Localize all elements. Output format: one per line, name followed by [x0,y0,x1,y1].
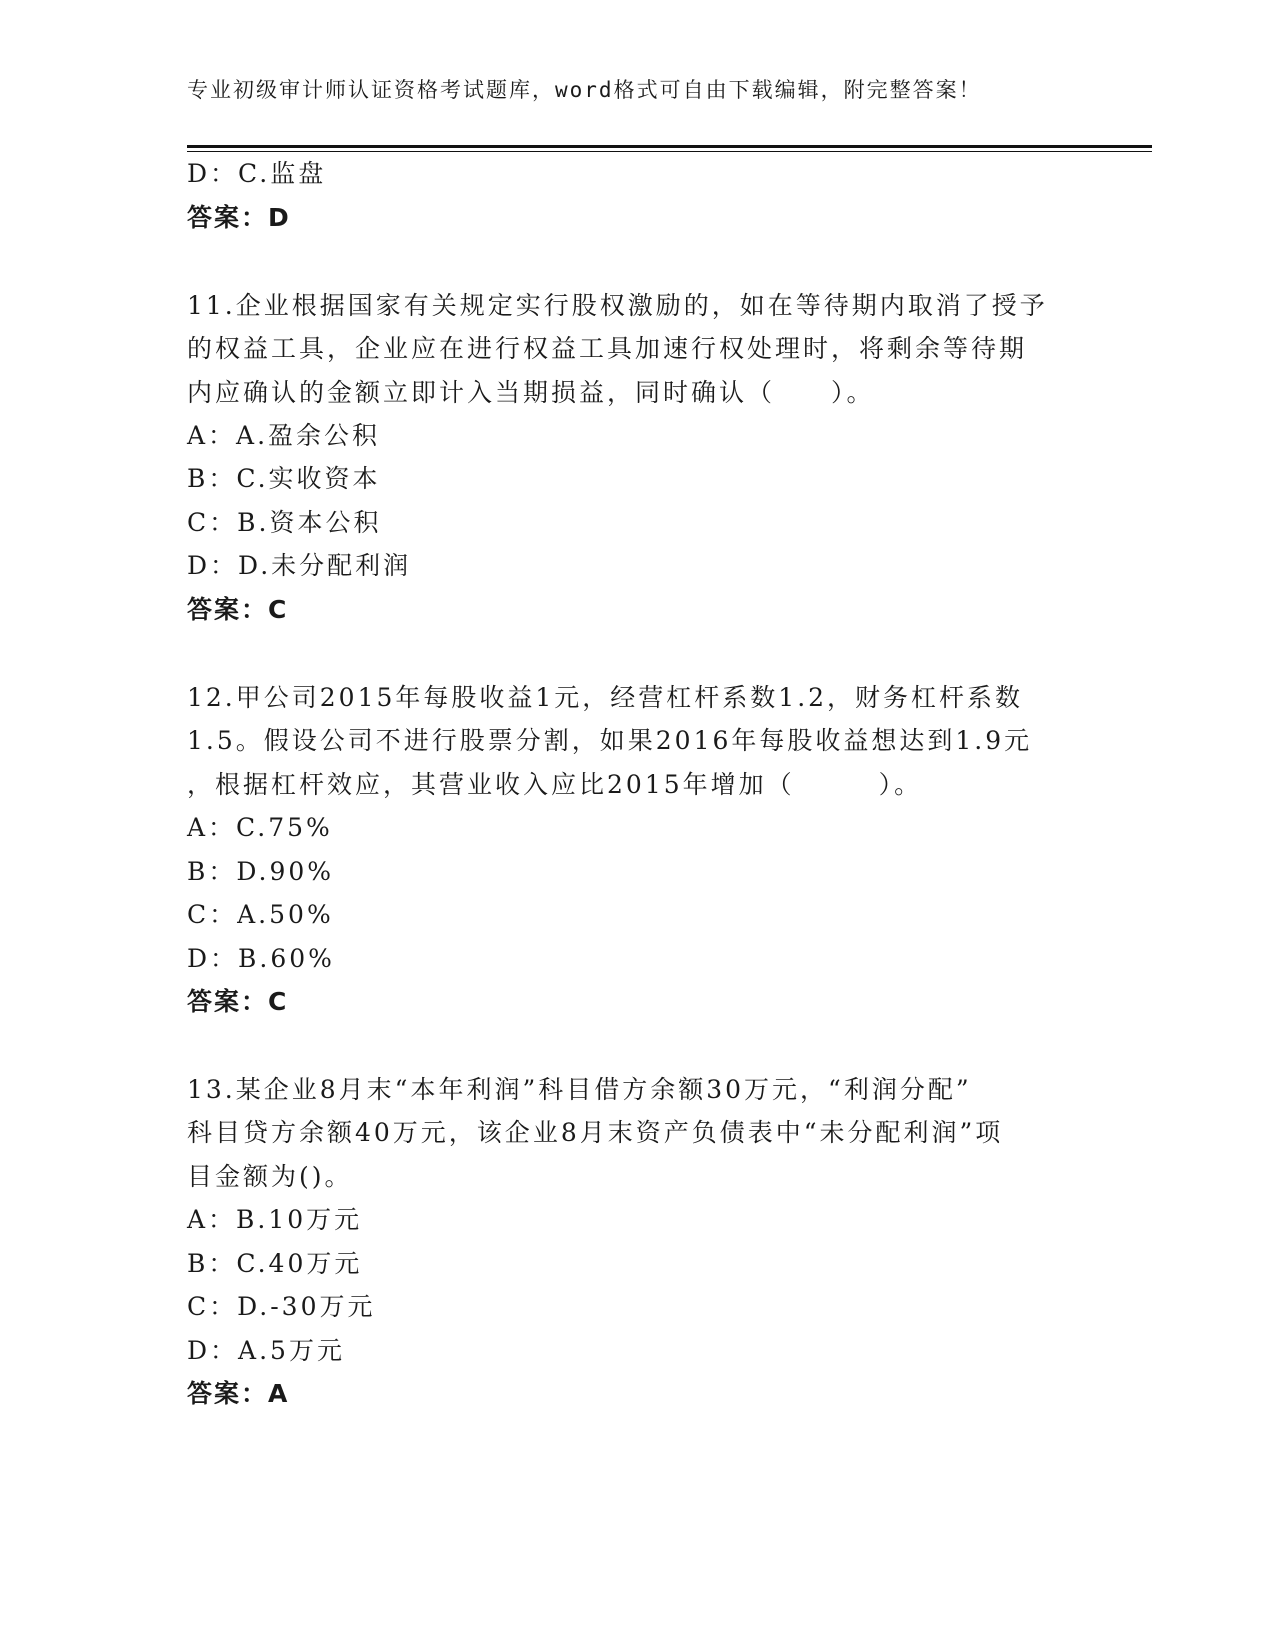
q12-option-d: D：B.60% [187,944,335,973]
q13-stem-line-1: 13.某企业8月末“本年利润”科目借方余额30万元，“利润分配” [187,1075,972,1104]
q12-option-a: A：C.75% [187,813,333,842]
q11-option-c: C：B.资本公积 [187,508,382,537]
q12-stem-line-3: ，根据杠杆效应，其营业收入应比2015年增加（ ）。 [187,770,923,799]
q11-stem-line-1: 11.企业根据国家有关规定实行股权激励的，如在等待期内取消了授予 [187,291,1048,320]
q13-option-d: D：A.5万元 [187,1336,345,1365]
q13-option-c: C：D.-30万元 [187,1292,376,1321]
q12-stem-line-2: 1.5。假设公司不进行股票分割，如果2016年每股收益想达到1.9元 [187,726,1033,755]
q12-option-b: B：D.90% [187,857,335,886]
q12-stem-line-1: 12.甲公司2015年每股收益1元，经营杠杆系数1.2，财务杠杆系数 [187,683,1024,712]
prev-answer: 答案：D [187,203,291,232]
q11-stem-line-3: 内应确认的金额立即计入当期损益，同时确认（ ）。 [187,378,875,407]
page-header: 专业初级审计师认证资格考试题库，word格式可自由下载编辑，附完整答案！ [187,78,982,102]
q12-answer: 答案：C [187,987,289,1016]
q11-option-a: A：A.盈余公积 [187,421,381,450]
q13-answer: 答案：A [187,1379,290,1408]
prev-option-d: D：C.监盘 [187,159,327,188]
q13-option-b: B：C.40万元 [187,1249,363,1278]
q13-option-a: A：B.10万元 [187,1205,363,1234]
q11-answer: 答案：C [187,595,289,624]
q13-stem-line-3: 目金额为()。 [187,1162,353,1191]
q11-stem-line-2: 的权益工具，企业应在进行权益工具加速行权处理时，将剩余等待期 [187,334,1028,363]
header-rule-thick [187,145,1152,148]
q12-option-c: C：A.50% [187,900,334,929]
q11-option-d: D：D.未分配利润 [187,551,412,580]
header-rule-thin [187,151,1152,152]
q11-option-b: B：C.实收资本 [187,464,381,493]
q13-stem-line-2: 科目贷方余额40万元，该企业8月末资产负债表中“未分配利润”项 [187,1118,1004,1147]
